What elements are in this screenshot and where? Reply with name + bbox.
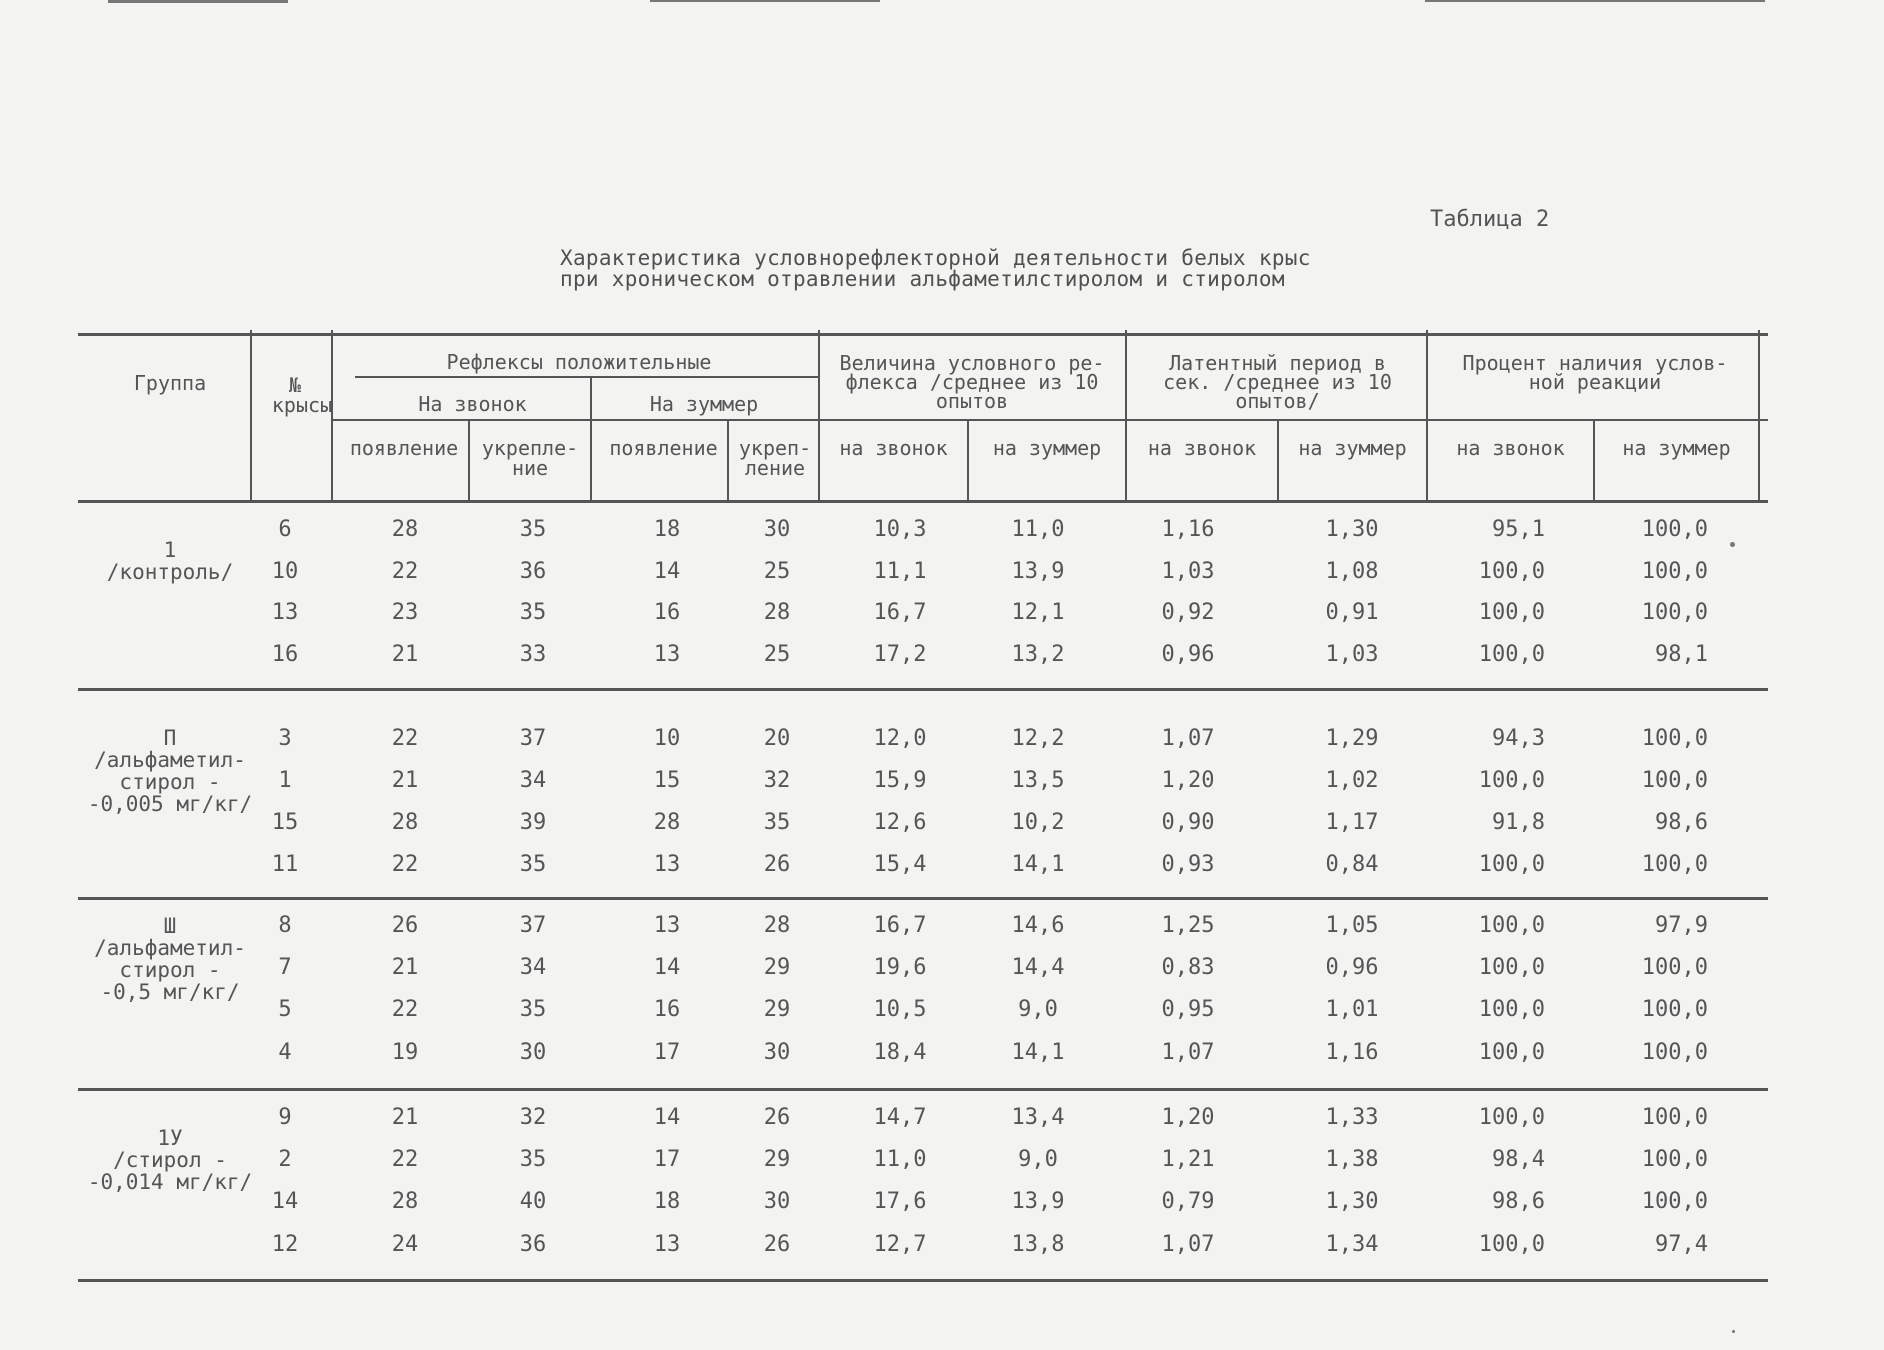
vline-latent-mid: [1277, 420, 1279, 502]
cell-magnitude-buzzer: 12,1: [1011, 600, 1065, 625]
cell-bell-reinforce: 37: [519, 913, 547, 938]
cell-buzzer-reinforce: 28: [763, 913, 791, 938]
cell-rat-number: 11: [271, 852, 299, 877]
cell-bell-reinforce: 34: [519, 955, 547, 980]
cell-magnitude-bell: 11,0: [873, 1147, 927, 1172]
cell-percent-buzzer: 100,0: [1641, 726, 1708, 751]
group-divider-2: [78, 897, 1768, 900]
vline-appear-2: [727, 420, 729, 502]
table-bottom-rule: [78, 1279, 1768, 1282]
cell-percent-bell: 100,0: [1478, 642, 1545, 667]
cell-bell-reinforce: 40: [519, 1189, 547, 1214]
cell-magnitude-bell: 12,7: [873, 1232, 927, 1257]
cell-percent-buzzer: 100,0: [1641, 852, 1708, 877]
cell-latent-buzzer: 1,29: [1325, 726, 1379, 751]
header-magnitude: [822, 351, 1122, 413]
cell-latent-bell: 0,79: [1161, 1189, 1215, 1214]
cell-magnitude-bell: 18,4: [873, 1040, 927, 1065]
vline-group: [250, 330, 252, 502]
group-label: 1У /стирол - -0,014 мг/кг/: [87, 1126, 253, 1194]
cell-magnitude-buzzer: 13,5: [1011, 768, 1065, 793]
header-reinforce-b: [732, 438, 818, 478]
cell-latent-buzzer: 1,08: [1325, 559, 1379, 584]
cell-bell-reinforce: 34: [519, 768, 547, 793]
cell-magnitude-bell: 15,4: [873, 852, 927, 877]
cell-latent-bell: 1,07: [1161, 1040, 1215, 1065]
cell-bell-reinforce: 35: [519, 852, 547, 877]
cell-rat-number: 2: [278, 1147, 292, 1172]
cell-percent-bell: 100,0: [1478, 600, 1545, 625]
cell-bell-appearance: 22: [391, 997, 419, 1022]
cell-percent-bell: 100,0: [1478, 1105, 1545, 1130]
cell-buzzer-appearance: 16: [653, 997, 681, 1022]
cell-rat-number: 7: [278, 955, 292, 980]
header-magnitude-bell: на звонок: [839, 436, 948, 460]
cell-latent-buzzer: 1,03: [1325, 642, 1379, 667]
cell-percent-buzzer: 97,9: [1655, 913, 1708, 938]
cell-percent-bell: 94,3: [1492, 726, 1545, 751]
cell-bell-appearance: 22: [391, 852, 419, 877]
cell-magnitude-bell: 19,6: [873, 955, 927, 980]
cell-latent-bell: 1,20: [1161, 768, 1215, 793]
header-latent-3: опытов/: [1235, 389, 1320, 413]
header-latent-2: сек. /среднее из 10: [1163, 370, 1392, 394]
cell-rat-number: 16: [271, 642, 299, 667]
cell-percent-bell: 98,6: [1492, 1189, 1545, 1214]
cell-rat-number: 9: [278, 1105, 292, 1130]
cell-percent-bell: 100,0: [1478, 852, 1545, 877]
cell-bell-reinforce: 36: [519, 559, 547, 584]
cell-bell-appearance: 28: [391, 1189, 419, 1214]
cell-buzzer-appearance: 17: [653, 1040, 681, 1065]
cell-latent-bell: 0,83: [1161, 955, 1215, 980]
cell-percent-buzzer: 100,0: [1641, 1105, 1708, 1130]
cell-latent-bell: 0,93: [1161, 852, 1215, 877]
cell-rat-number: 15: [271, 810, 299, 835]
cell-magnitude-buzzer: 14,4: [1011, 955, 1065, 980]
cell-latent-buzzer: 1,38: [1325, 1147, 1379, 1172]
vline-latent-end: [1426, 330, 1428, 502]
cell-latent-buzzer: 1,30: [1325, 517, 1379, 542]
cell-rat-number: 6: [278, 517, 292, 542]
cell-rat-number: 14: [271, 1189, 299, 1214]
cell-bell-appearance: 21: [391, 642, 419, 667]
cell-magnitude-buzzer: 13,9: [1011, 1189, 1065, 1214]
cell-percent-buzzer: 100,0: [1641, 1189, 1708, 1214]
group-divider-1: [78, 688, 1768, 691]
cell-magnitude-bell: 16,7: [873, 600, 927, 625]
reflex-subheader-rule: [355, 376, 818, 378]
cell-latent-buzzer: 1,02: [1325, 768, 1379, 793]
cell-buzzer-appearance: 13: [653, 1232, 681, 1257]
group-divider-3: [78, 1088, 1768, 1091]
cell-latent-bell: 0,96: [1161, 642, 1215, 667]
cell-buzzer-reinforce: 29: [763, 997, 791, 1022]
cell-buzzer-appearance: 13: [653, 913, 681, 938]
cell-magnitude-bell: 12,6: [873, 810, 927, 835]
table-title: [560, 248, 1420, 290]
cell-latent-bell: 0,92: [1161, 600, 1215, 625]
cell-magnitude-buzzer: 10,2: [1011, 810, 1065, 835]
cell-rat-number: 10: [271, 559, 299, 584]
header-percent-2: ной реакции: [1528, 370, 1662, 394]
header-appearance: появление: [349, 436, 459, 460]
cell-magnitude-bell: 11,1: [873, 559, 927, 584]
header-latent-bell: на звонок: [1147, 436, 1257, 460]
cell-latent-buzzer: 1,16: [1325, 1040, 1379, 1065]
cell-bell-reinforce: 35: [519, 600, 547, 625]
header-magnitude-3: опытов: [935, 389, 1009, 413]
cell-buzzer-appearance: 13: [653, 852, 681, 877]
header-rat: крысы: [271, 393, 333, 417]
cell-latent-buzzer: 1,17: [1325, 810, 1379, 835]
cell-latent-bell: 1,07: [1161, 1232, 1215, 1257]
cell-percent-buzzer: 98,6: [1655, 810, 1708, 835]
cell-magnitude-buzzer: 13,4: [1011, 1105, 1065, 1130]
cell-latent-bell: 1,03: [1161, 559, 1215, 584]
header-percent: [1430, 351, 1760, 394]
header-to-bell: На звонок: [418, 392, 527, 416]
cell-buzzer-reinforce: 35: [763, 810, 791, 835]
header-reflexes: Рефлексы положительные: [446, 350, 712, 374]
cell-buzzer-reinforce: 30: [763, 1189, 791, 1214]
header-percent-buzzer: на зуммер: [1622, 436, 1731, 460]
cell-buzzer-reinforce: 20: [763, 726, 791, 751]
cell-percent-buzzer: 100,0: [1641, 955, 1708, 980]
cell-latent-buzzer: 1,01: [1325, 997, 1379, 1022]
cell-magnitude-buzzer: 11,0: [1011, 517, 1065, 542]
ink-speck: [1730, 542, 1735, 547]
cell-buzzer-reinforce: 28: [763, 600, 791, 625]
vline-reflex-end: [818, 330, 820, 502]
cell-buzzer-appearance: 14: [653, 1105, 681, 1130]
cell-bell-appearance: 21: [391, 768, 419, 793]
cell-buzzer-reinforce: 32: [763, 768, 791, 793]
cell-percent-bell: 100,0: [1478, 1040, 1545, 1065]
cell-bell-appearance: 21: [391, 1105, 419, 1130]
cell-bell-reinforce: 32: [519, 1105, 547, 1130]
header-reinforce-1: укрепле-: [481, 436, 579, 460]
title-line-1: Характеристика условнорефлекторной деятельности белых крыс: [560, 246, 1311, 270]
cell-buzzer-appearance: 15: [653, 768, 681, 793]
header-reinforce-b-2: ление: [744, 456, 806, 480]
cell-magnitude-bell: 17,6: [873, 1189, 927, 1214]
header-group: Группа: [133, 371, 207, 395]
header-percent-bell: на звонок: [1456, 436, 1565, 460]
cell-latent-bell: 1,21: [1161, 1147, 1215, 1172]
cell-latent-buzzer: 1,30: [1325, 1189, 1379, 1214]
header-magnitude-buzzer: на зуммер: [992, 436, 1102, 460]
cell-percent-bell: 100,0: [1478, 559, 1545, 584]
scan-edge-line-mid: [650, 0, 880, 2]
cell-rat-number: 4: [278, 1040, 292, 1065]
cell-bell-reinforce: 39: [519, 810, 547, 835]
cell-magnitude-bell: 15,9: [873, 768, 927, 793]
cell-buzzer-appearance: 14: [653, 955, 681, 980]
cell-percent-bell: 100,0: [1478, 1232, 1545, 1257]
cell-percent-buzzer: 100,0: [1641, 997, 1708, 1022]
header-percent-1: Процент наличия услов-: [1462, 351, 1728, 375]
cell-buzzer-reinforce: 30: [763, 517, 791, 542]
cell-rat-number: 5: [278, 997, 292, 1022]
cell-latent-bell: 0,95: [1161, 997, 1215, 1022]
cell-percent-buzzer: 100,0: [1641, 768, 1708, 793]
cell-buzzer-appearance: 10: [653, 726, 681, 751]
cell-percent-buzzer: 100,0: [1641, 1147, 1708, 1172]
cell-latent-buzzer: 1,05: [1325, 913, 1379, 938]
cell-latent-bell: 1,16: [1161, 517, 1215, 542]
header-to-buzzer: На зуммер: [649, 392, 759, 416]
cell-latent-buzzer: 0,91: [1325, 600, 1379, 625]
cell-magnitude-bell: 10,5: [873, 997, 927, 1022]
vline-magnitude-mid: [967, 420, 969, 502]
header-reinforce-2: ние: [511, 456, 549, 480]
cell-percent-buzzer: 100,0: [1641, 1040, 1708, 1065]
header-rat-no: №: [288, 373, 302, 397]
cell-magnitude-buzzer: 14,1: [1011, 852, 1065, 877]
cell-percent-buzzer: 97,4: [1655, 1232, 1708, 1257]
cell-buzzer-appearance: 17: [653, 1147, 681, 1172]
ink-speck: [1732, 1330, 1735, 1333]
cell-magnitude-buzzer: 9,0: [1018, 1147, 1058, 1172]
cell-bell-appearance: 24: [391, 1232, 419, 1257]
cell-buzzer-reinforce: 26: [763, 1105, 791, 1130]
cell-latent-buzzer: 0,84: [1325, 852, 1379, 877]
header-magnitude-1: Величина условного ре-: [839, 351, 1105, 375]
cell-magnitude-bell: 12,0: [873, 726, 927, 751]
cell-latent-buzzer: 1,34: [1325, 1232, 1379, 1257]
cell-buzzer-reinforce: 30: [763, 1040, 791, 1065]
cell-bell-reinforce: 35: [519, 997, 547, 1022]
header-reinforce: [470, 438, 590, 478]
cell-bell-reinforce: 36: [519, 1232, 547, 1257]
cell-latent-bell: 1,25: [1161, 913, 1215, 938]
title-line-2: при хроническом отравлении альфаметилстиролом и стиролом: [560, 267, 1285, 291]
cell-buzzer-reinforce: 29: [763, 1147, 791, 1172]
cell-buzzer-appearance: 16: [653, 600, 681, 625]
cell-percent-bell: 100,0: [1478, 913, 1545, 938]
subheader-rule: [333, 419, 1768, 421]
cell-bell-reinforce: 37: [519, 726, 547, 751]
header-latent-buzzer: на зуммер: [1298, 436, 1407, 460]
cell-percent-bell: 95,1: [1492, 517, 1545, 542]
cell-bell-reinforce: 35: [519, 517, 547, 542]
vline-magnitude-end: [1125, 330, 1127, 502]
header-latent: [1130, 351, 1425, 413]
group-label: 1 /контроль/: [106, 538, 234, 584]
header-reinforce-b-1: укреп-: [738, 436, 812, 460]
cell-bell-appearance: 26: [391, 913, 419, 938]
cell-buzzer-reinforce: 26: [763, 852, 791, 877]
header-appearance-2: появление: [609, 436, 718, 460]
cell-rat-number: 1: [278, 768, 292, 793]
cell-buzzer-appearance: 28: [653, 810, 681, 835]
group-label: П /альфаметил- стирол - -0,005 мг/кг/: [87, 726, 253, 816]
scan-edge-line-left: [108, 0, 288, 3]
cell-latent-bell: 1,20: [1161, 1105, 1215, 1130]
group-label: Ш /альфаметил- стирол - -0,5 мг/кг/: [94, 914, 246, 1004]
cell-latent-bell: 0,90: [1161, 810, 1215, 835]
cell-buzzer-appearance: 18: [653, 517, 681, 542]
cell-latent-bell: 1,07: [1161, 726, 1215, 751]
cell-latent-buzzer: 1,33: [1325, 1105, 1379, 1130]
header-magnitude-2: флекса /среднее из 10: [845, 370, 1099, 394]
scan-edge-line-right: [1425, 0, 1765, 2]
cell-percent-buzzer: 100,0: [1641, 559, 1708, 584]
cell-bell-reinforce: 30: [519, 1040, 547, 1065]
cell-percent-bell: 100,0: [1478, 768, 1545, 793]
cell-magnitude-bell: 14,7: [873, 1105, 927, 1130]
cell-buzzer-appearance: 13: [653, 642, 681, 667]
cell-magnitude-buzzer: 13,2: [1011, 642, 1065, 667]
cell-buzzer-reinforce: 26: [763, 1232, 791, 1257]
cell-rat-number: 8: [278, 913, 292, 938]
cell-bell-appearance: 22: [391, 726, 419, 751]
cell-percent-buzzer: 98,1: [1655, 642, 1708, 667]
cell-percent-buzzer: 100,0: [1641, 517, 1708, 542]
cell-percent-bell: 91,8: [1492, 810, 1545, 835]
cell-percent-bell: 100,0: [1478, 997, 1545, 1022]
cell-magnitude-buzzer: 13,8: [1011, 1232, 1065, 1257]
cell-buzzer-reinforce: 25: [763, 559, 791, 584]
cell-bell-reinforce: 35: [519, 1147, 547, 1172]
cell-buzzer-appearance: 18: [653, 1189, 681, 1214]
cell-bell-appearance: 22: [391, 1147, 419, 1172]
cell-magnitude-bell: 17,2: [873, 642, 927, 667]
table-caption: Таблица 2: [1430, 207, 1550, 232]
cell-magnitude-buzzer: 12,2: [1011, 726, 1065, 751]
cell-buzzer-reinforce: 25: [763, 642, 791, 667]
cell-magnitude-buzzer: 14,6: [1011, 913, 1065, 938]
cell-rat-number: 3: [278, 726, 292, 751]
cell-buzzer-appearance: 14: [653, 559, 681, 584]
cell-bell-appearance: 23: [391, 600, 419, 625]
cell-magnitude-buzzer: 9,0: [1018, 997, 1058, 1022]
cell-bell-reinforce: 33: [519, 642, 547, 667]
cell-bell-appearance: 19: [391, 1040, 419, 1065]
cell-percent-bell: 98,4: [1492, 1147, 1545, 1172]
cell-rat-number: 12: [271, 1232, 299, 1257]
cell-magnitude-buzzer: 13,9: [1011, 559, 1065, 584]
cell-magnitude-bell: 16,7: [873, 913, 927, 938]
cell-buzzer-reinforce: 29: [763, 955, 791, 980]
cell-percent-bell: 100,0: [1478, 955, 1545, 980]
cell-latent-buzzer: 0,96: [1325, 955, 1379, 980]
cell-percent-buzzer: 100,0: [1641, 600, 1708, 625]
cell-bell-appearance: 21: [391, 955, 419, 980]
cell-bell-appearance: 28: [391, 517, 419, 542]
cell-bell-appearance: 28: [391, 810, 419, 835]
vline-percent-mid: [1593, 420, 1595, 502]
cell-magnitude-bell: 10,3: [873, 517, 927, 542]
header-latent-1: Латентный период в: [1169, 351, 1386, 375]
cell-bell-appearance: 22: [391, 559, 419, 584]
cell-magnitude-buzzer: 14,1: [1011, 1040, 1065, 1065]
cell-rat-number: 13: [271, 600, 299, 625]
